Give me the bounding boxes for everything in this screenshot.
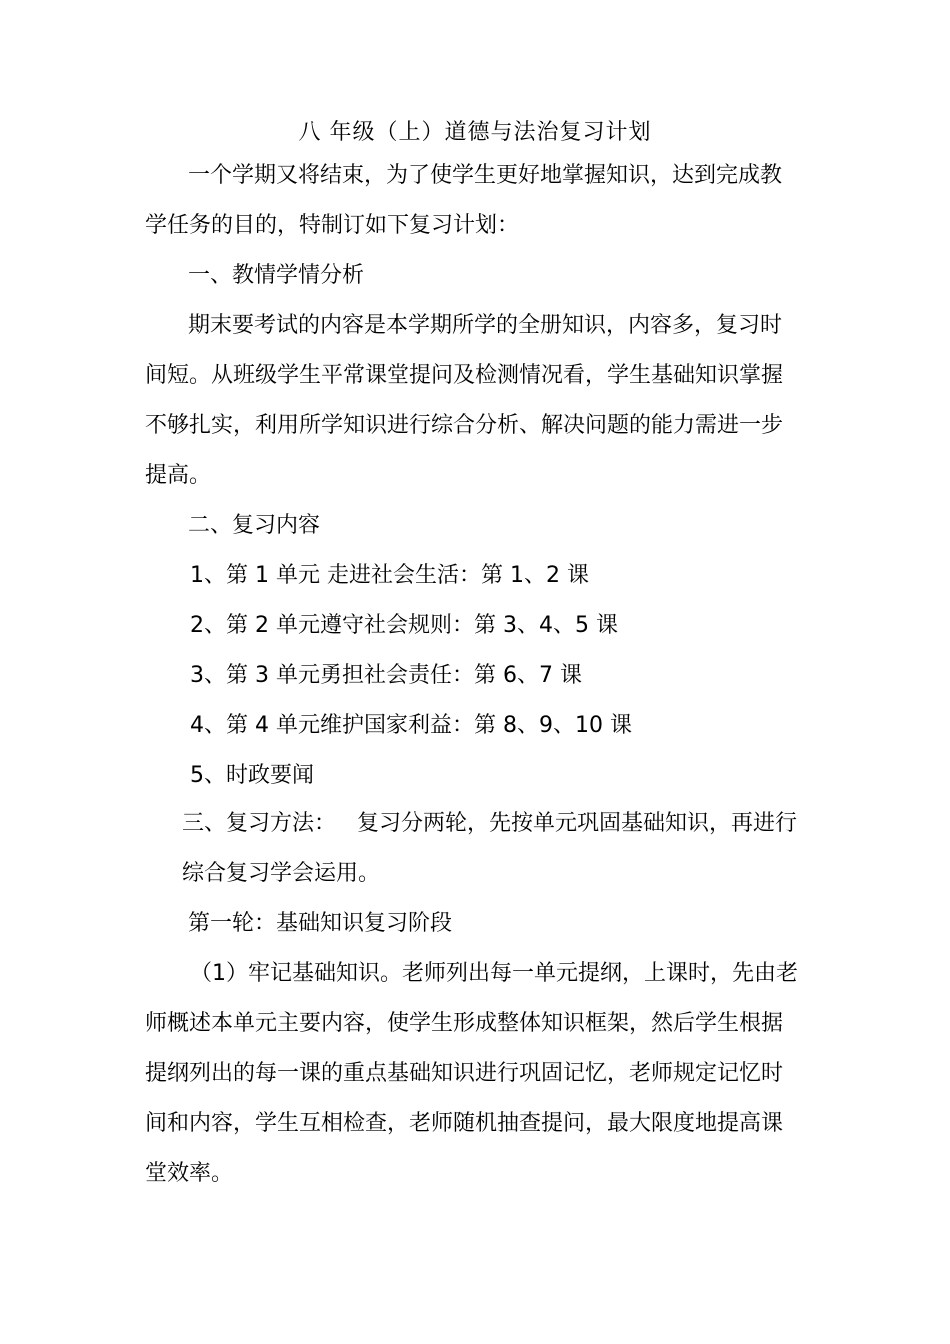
section-heading: 三、复习方法： 复习分两轮，先按单元巩固基础知识，再进行	[182, 811, 797, 836]
paragraph-line: 提纲列出的每一课的重点基础知识进行巩固记忆，老师规定记忆时	[145, 1061, 784, 1086]
list-item: 4、第 4 单元维护国家利益：第 8、9、10 课	[190, 713, 632, 738]
paragraph-line: 学任务的目的，特制订如下复习计划：	[145, 213, 520, 238]
section-heading: 一、教情学情分析	[188, 263, 365, 288]
subsection-heading: 第一轮：基础知识复习阶段	[188, 911, 453, 936]
paragraph-line: 间短。从班级学生平常课堂提问及检测情况看，学生基础知识掌握	[145, 363, 784, 388]
paragraph-line: 不够扎实，利用所学知识进行综合分析、解决问题的能力需进一步	[145, 413, 784, 438]
paragraph-line: 师概述本单元主要内容，使学生形成整体知识框架，然后学生根据	[145, 1011, 784, 1036]
paragraph-line: 期末要考试的内容是本学期所学的全册知识，内容多，复习时	[188, 313, 783, 338]
paragraph-line: 综合复习学会运用。	[182, 861, 381, 886]
paragraph-line: 一个学期又将结束，为了使学生更好地掌握知识，达到完成教	[188, 163, 783, 188]
list-item: 2、第 2 单元遵守社会规则：第 3、4、5 课	[190, 613, 618, 638]
list-item: 3、第 3 单元勇担社会责任：第 6、7 课	[190, 663, 582, 688]
paragraph-line: （1）牢记基础知识。老师列出每一单元提纲，上课时，先由老	[190, 961, 798, 986]
paragraph-line: 堂效率。	[145, 1161, 234, 1186]
section-heading: 二、复习内容	[188, 513, 321, 538]
list-item: 1、第 1 单元 走进社会生活：第 1、2 课	[190, 563, 589, 588]
list-item: 5、时政要闻	[190, 763, 314, 788]
paragraph-line: 间和内容，学生互相检查，老师随机抽查提问，最大限度地提高课	[145, 1111, 784, 1136]
paragraph-line: 提高。	[145, 463, 212, 488]
document-title: 八 年级（上）道德与法治复习计划	[298, 120, 652, 145]
